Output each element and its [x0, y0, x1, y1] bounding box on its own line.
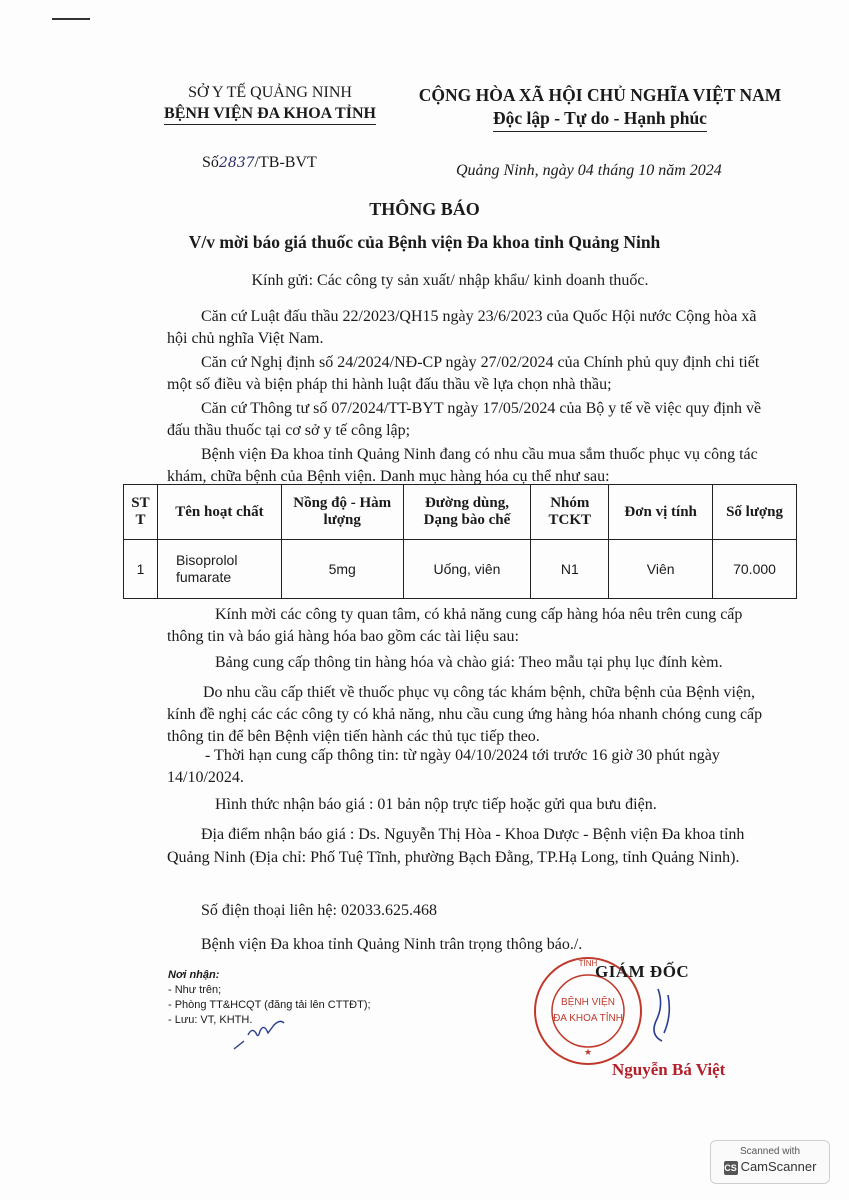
doc-number-prefix: Số: [202, 154, 219, 171]
header-qty: Số lượng: [713, 485, 797, 540]
greeting: Kính gửi: Các công ty sản xuất/ nhập khẩu/ kinh doanh thuốc.: [251, 272, 649, 289]
seal-line-2: ĐA KHOA TỈNH: [553, 1013, 623, 1024]
paragraph-closing: Bệnh viện Đa khoa tỉnh Quảng Ninh trân trọng thông báo./.: [201, 936, 583, 953]
header-strength: Nồng độ - Hàm lượng: [281, 485, 403, 540]
issuer-header: [130, 82, 410, 125]
signer-title: GIÁM ĐỐC: [595, 962, 690, 981]
cell-group: N1: [531, 540, 609, 599]
agency-name: SỞ Y TẾ QUẢNG NINH: [188, 84, 352, 101]
drug-table: [123, 484, 797, 599]
signature-mark: [628, 985, 688, 1055]
paragraph-legal-basis-1: Căn cứ Luật đấu thầu 22/2023/QH15 ngày 23/6/2023 của Quốc Hội nước Cộng hòa xã hội chủ nghĩa Việt Nam.: [167, 308, 757, 347]
table-header-row: [124, 485, 797, 540]
recipients-title: Nơi nhận:: [168, 969, 220, 981]
scanner-watermark: [710, 1140, 830, 1184]
paragraph-legal-basis-3: Căn cứ Thông tư số 07/2024/TT-BYT ngày 17/05/2024 của Bộ y tế về việc quy định về đấu thầu thuốc tại cơ sở y tế công lập;: [167, 400, 762, 439]
document-number: [202, 154, 317, 172]
cell-unit: Viên: [609, 540, 713, 599]
cell-route: Uống, viên: [403, 540, 531, 599]
table-row: [124, 540, 797, 599]
header-name: Tên hoạt chất: [157, 485, 281, 540]
header-unit: Đơn vị tính: [609, 485, 713, 540]
country-name: CỘNG HÒA XÃ HỘI CHỦ NGHĨA VIỆT NAM: [418, 85, 782, 105]
hospital-name: BỆNH VIỆN ĐA KHOA TỈNH: [164, 103, 376, 125]
recipient-item: - Lưu: VT, KHTH.: [168, 1014, 253, 1026]
paragraph-phone: Số điện thoại liên hệ: 02033.625.468: [201, 902, 437, 919]
paragraph-deadline: - Thời hạn cung cấp thông tin: từ ngày 04/10/2024 tới trước 16 giờ 30 phút ngày 14/10/2024.: [167, 747, 720, 786]
seal-line-1: BỆNH VIỆN: [561, 997, 615, 1008]
scanner-brand: CamScanner: [740, 1159, 817, 1174]
header-route: Đường dùng, Dạng bào chế: [403, 485, 531, 540]
national-motto: Độc lập - Tự do - Hạnh phúc: [493, 107, 707, 132]
svg-text:★: ★: [583, 1047, 593, 1057]
paragraph-quote-form: Bảng cung cấp thông tin hàng hóa và chào giá: Theo mẫu tại phụ lục đính kèm.: [215, 654, 723, 671]
doc-number-handwritten: 2837: [218, 155, 255, 171]
header-stt: ST T: [124, 485, 158, 540]
paragraph-urgency: Do nhu cầu cấp thiết về thuốc phục vụ công tác khám bệnh, chữa bệnh của Bệnh viện, kính đề nghị các các công ty có khả năng, nhu cầu cung ứng hàng hóa nhanh chóng cung cấp thông tin để bên Bệnh viện tiến hành các thủ tục tiếp theo.: [167, 684, 763, 745]
cell-name: Bisoprolol fumarate: [157, 540, 281, 599]
cell-qty: 70.000: [713, 540, 797, 599]
seal-outer-text: TỈNH: [578, 959, 598, 968]
date-line: Quảng Ninh, ngày 04 tháng 10 năm 2024: [456, 162, 722, 179]
national-header: [405, 84, 795, 132]
paragraph-invitation: Kính mời các công ty quan tâm, có khả năng cung cấp hàng hóa nêu trên cung cấp thông tin và báo giá hàng hóa bao gồm các tài liệu sau:: [167, 606, 743, 645]
document-subtitle: V/v mời báo giá thuốc của Bệnh viện Đa khoa tỉnh Quảng Ninh: [188, 232, 661, 252]
paragraph-submission-method: Hình thức nhận báo giá : 01 bản nộp trực tiếp hoặc gửi qua bưu điện.: [215, 796, 657, 813]
paragraph-purchase-need: Bệnh viện Đa khoa tỉnh Quảng Ninh đang có nhu cầu mua sắm thuốc phục vụ công tác khám, chữa bệnh của Bệnh viện. Danh mục hàng hóa cụ thể như sau:: [167, 446, 758, 485]
page-edge-mark: [52, 18, 90, 20]
cell-strength: 5mg: [281, 540, 403, 599]
scanner-caption: Scanned with: [739, 1146, 801, 1157]
recipient-item: - Phòng TT&HCQT (đăng tải lên CTTĐT);: [168, 999, 371, 1011]
signer-name: Nguyễn Bá Việt: [612, 1060, 726, 1079]
document-title: THÔNG BÁO: [369, 199, 480, 219]
camscanner-icon: CS: [724, 1162, 737, 1173]
header-group: Nhóm TCKT: [531, 485, 609, 540]
paragraph-submission-address: Địa điểm nhận báo giá : Ds. Nguyễn Thị Hòa - Khoa Dược - Bệnh viện Đa khoa tỉnh Quảng Ninh (Địa chỉ: Phố Tuệ Tĩnh, phường Bạch Đằng, TP.Hạ Long, tỉnh Quảng Ninh).: [167, 826, 745, 866]
initials-mark: [230, 1015, 290, 1055]
cell-stt: 1: [124, 540, 158, 599]
doc-number-suffix: /TB-BVT: [254, 154, 317, 171]
paragraph-legal-basis-2: Căn cứ Nghị định số 24/2024/NĐ-CP ngày 27/02/2024 của Chính phủ quy định chi tiết một số điều và biện pháp thi hành luật đấu thầu về lựa chọn nhà thầu;: [167, 354, 760, 393]
recipient-item: - Như trên;: [168, 984, 222, 996]
